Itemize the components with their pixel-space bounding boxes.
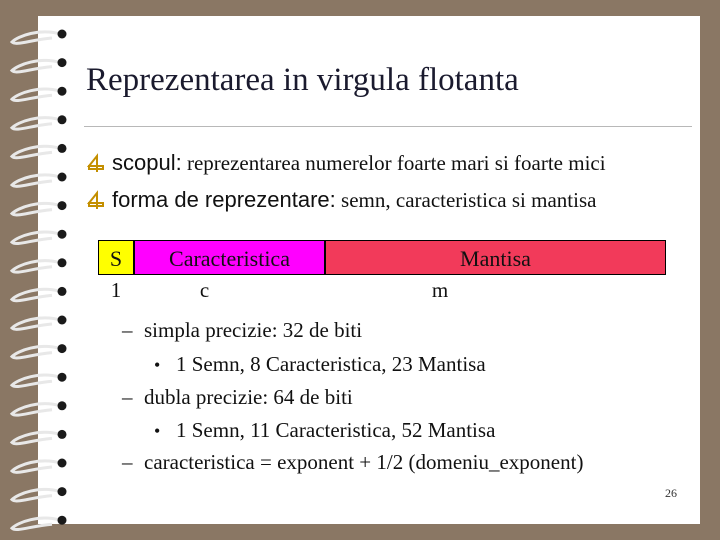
binding-hole <box>58 401 67 410</box>
binding-hole <box>58 115 67 124</box>
binding-ring <box>12 146 60 157</box>
binding-hole <box>58 173 67 182</box>
binding-ring <box>12 118 60 129</box>
binding-ring <box>12 318 60 329</box>
slide-title: Reprezentarea in virgula flotanta <box>86 62 519 98</box>
binding-ring <box>12 432 60 443</box>
title-divider <box>84 126 692 127</box>
bullet-lead: scopul <box>112 150 176 175</box>
binding-ring <box>12 461 60 472</box>
binding-hole <box>58 316 67 325</box>
binding-hole <box>58 230 67 239</box>
bullet-text: semn, caracteristica si mantisa <box>335 188 597 212</box>
spiral-binding <box>0 0 80 540</box>
binding-ring <box>12 518 60 529</box>
binding-ring <box>12 203 60 214</box>
binding-ring <box>12 289 60 300</box>
bullet-icon <box>86 152 106 174</box>
binding-hole <box>58 287 67 296</box>
bullet-text: reprezentarea numerelor foarte mari si foarte mici <box>181 151 606 175</box>
mantissa-width-label: m <box>431 278 449 302</box>
sign-width-label: 1 <box>110 278 122 302</box>
binding-hole <box>58 344 67 353</box>
binding-ring <box>12 175 60 186</box>
binding-hole <box>58 30 67 39</box>
mantissa-field: Mantisa <box>325 240 666 275</box>
characteristic-width-label: c <box>199 278 210 302</box>
binding-hole <box>58 430 67 439</box>
binding-hole <box>58 58 67 67</box>
detail-line-1: – simpla precizie: 32 de biti <box>122 318 363 342</box>
binding-hole <box>58 144 67 153</box>
binding-ring <box>12 489 60 500</box>
bullet-icon <box>86 189 106 211</box>
detail-line-3: – dubla precizie: 64 de biti <box>122 385 353 409</box>
binding-hole <box>58 373 67 382</box>
detail-line-5: – caracteristica = exponent + 1/2 (domeniu_exponent) <box>122 450 584 474</box>
binding-ring <box>12 232 60 243</box>
binding-ring <box>12 261 60 272</box>
binding-ring <box>12 404 60 415</box>
binding-ring <box>12 89 60 100</box>
binding-hole <box>58 201 67 210</box>
binding-ring <box>12 60 60 71</box>
detail-line-4: • 1 Semn, 11 Caracteristica, 52 Mantisa <box>154 418 496 442</box>
binding-ring <box>12 32 60 43</box>
binding-hole <box>58 487 67 496</box>
binding-hole <box>58 516 67 525</box>
characteristic-field: Caracteristica <box>134 240 325 275</box>
binding-hole <box>58 459 67 468</box>
binding-ring <box>12 346 60 357</box>
sign-field: S <box>98 240 134 275</box>
bullet-purpose: scopul: reprezentarea numerelor foarte mari si foarte mici <box>86 150 686 180</box>
binding-hole <box>58 258 67 267</box>
bullet-form: forma de reprezentare: semn, caracteristica si mantisa <box>86 187 686 217</box>
bullet-lead: forma de reprezentare <box>112 187 330 212</box>
binding-ring <box>12 375 60 386</box>
detail-line-2: • 1 Semn, 8 Caracteristica, 23 Mantisa <box>154 352 486 376</box>
page-number: 26 <box>665 486 677 500</box>
binding-hole <box>58 87 67 96</box>
